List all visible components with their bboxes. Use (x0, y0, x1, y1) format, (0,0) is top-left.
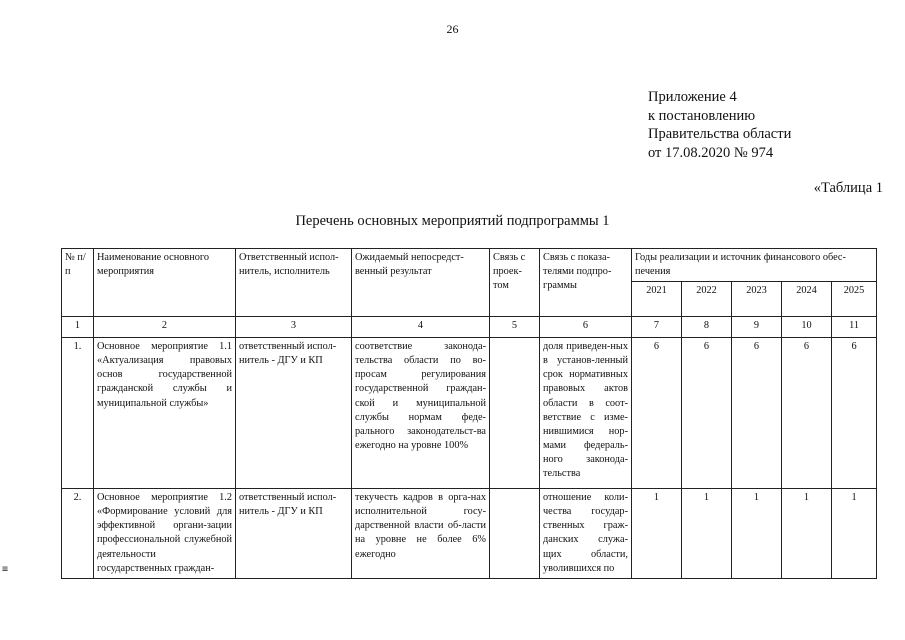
header-num: № п/п (62, 249, 94, 317)
row-expected-result: текучесть кадров в орга-нах исполнительной госу-дарственной власти об-ласти на уровне не более 6% ежегодно (352, 489, 490, 579)
header-year: 2024 (782, 282, 832, 317)
column-number: 2 (94, 317, 236, 338)
column-number: 3 (236, 317, 352, 338)
header-executor: Ответственный испол-нитель, исполнитель (236, 249, 352, 317)
table-tag: «Таблица 1 (813, 180, 883, 196)
column-number: 1 (62, 317, 94, 338)
appendix-line: от 17.08.2020 № 974 (648, 144, 774, 161)
appendix-block (648, 88, 791, 162)
header-years-group: Годы реализации и источник финансового обес-печения (632, 249, 877, 282)
row-year-value: 1 (632, 489, 682, 579)
column-number: 4 (352, 317, 490, 338)
row-num: 1. (62, 338, 94, 489)
table-header-row (62, 249, 877, 282)
row-indicator-link: отношение коли-чества государ-ственных граж-данских служа-щих области, уволившихся по (540, 489, 632, 579)
column-number: 9 (732, 317, 782, 338)
row-project-link (490, 489, 540, 579)
row-project-link (490, 338, 540, 489)
appendix-line: к постановлению (648, 107, 756, 124)
header-year: 2023 (732, 282, 782, 317)
row-year-value: 6 (782, 338, 832, 489)
header-year: 2022 (682, 282, 732, 317)
column-number: 7 (632, 317, 682, 338)
row-indicator-link: доля приведен-ных в установ-ленный срок нормативных правовых актов области в соот-ветствие с изме-нившимися нор-мами федераль-ного законода-тельства (540, 338, 632, 489)
row-expected-result: соответствие законода-тельства области по во-просам регулирования государственной граждан-ской и муниципальной службы нормам феде-рального законодательст-ва ежегодно на уровне 100% (352, 338, 490, 489)
row-executor: ответственный испол-нитель - ДГУ и КП (236, 489, 352, 579)
header-name: Наименование основного мероприятия (94, 249, 236, 317)
appendix-line: Правительства области (648, 126, 792, 142)
row-year-value: 1 (732, 489, 782, 579)
document-title: Перечень основных мероприятий подпрограммы 1 (295, 213, 610, 229)
header-year: 2025 (832, 282, 877, 317)
column-number: 5 (490, 317, 540, 338)
column-number: 8 (682, 317, 732, 338)
column-number-row (62, 317, 877, 338)
margin-mark: ≡ (2, 564, 9, 575)
table-row (62, 489, 877, 579)
row-year-value: 6 (632, 338, 682, 489)
header-result: Ожидаемый непосредст-венный результат (352, 249, 490, 317)
table-row (62, 338, 877, 489)
column-number: 10 (782, 317, 832, 338)
row-num: 2. (62, 489, 94, 579)
page-number: 26 (446, 22, 459, 36)
header-year: 2021 (632, 282, 682, 317)
row-measure-name: Основное мероприятие 1.1 «Актуализация правовых основ государственной гражданской службы и муниципальной службы» (94, 338, 236, 489)
column-number: 6 (540, 317, 632, 338)
header-project-link: Связь с проек-том (490, 249, 540, 317)
header-indicator-link: Связь с показа-телями подпро-граммы (540, 249, 632, 317)
row-year-value: 6 (832, 338, 877, 489)
column-number: 11 (832, 317, 877, 338)
row-year-value: 6 (732, 338, 782, 489)
row-measure-name: Основное мероприятие 1.2 «Формирование условий для эффективной органи-зации профессиональной служебной деятельности государственных граждан- (94, 489, 236, 579)
row-year-value: 6 (682, 338, 732, 489)
row-executor: ответственный испол-нитель - ДГУ и КП (236, 338, 352, 489)
row-year-value: 1 (782, 489, 832, 579)
measures-table (61, 248, 877, 579)
row-year-value: 1 (682, 489, 732, 579)
row-year-value: 1 (832, 489, 877, 579)
appendix-line: Приложение 4 (648, 89, 737, 105)
